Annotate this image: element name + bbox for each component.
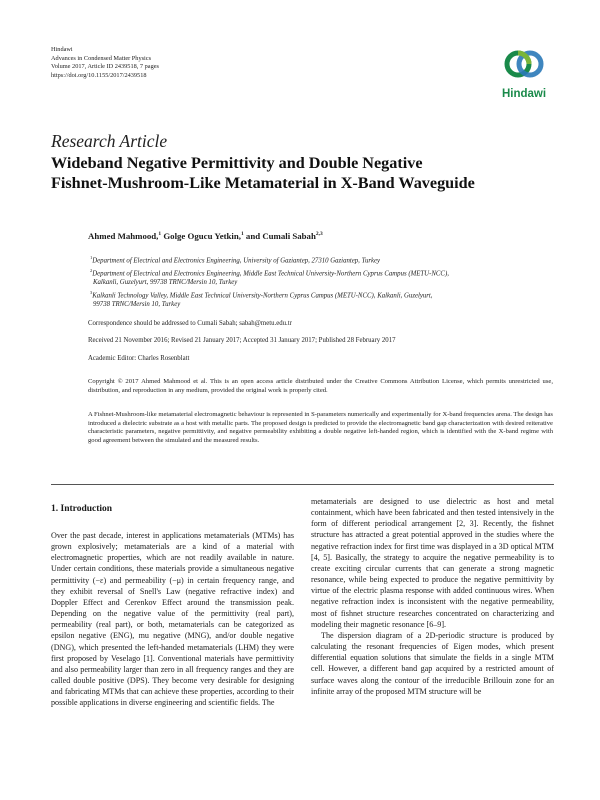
copyright-notice: Copyright © 2017 Ahmed Mahmood et al. This is an open access article distributed under the Creative Commons Attribution License, which permits unrestricted use, distribution, and reproduction in any medium, provided the original work is properly cited. xyxy=(88,378,553,394)
affiliation-1-sup: 1 xyxy=(90,255,93,260)
author-2: Golge Ogucu Yetkin, xyxy=(161,231,241,241)
affiliation-3-line-2: 99738 TRNC/Mersin 10, Turkey xyxy=(93,301,181,309)
academic-editor: Academic Editor: Charles Rosenblatt xyxy=(88,355,190,362)
article-dates: Received 21 November 2016; Revised 21 January 2017; Accepted 31 January 2017; Published 28 February 2017 xyxy=(88,337,396,344)
body-column-right xyxy=(311,496,554,697)
affiliation-3-line-1: Kalkanli Technology Valley, Middle East Technical University-Northern Cyprus Campus (METU-NCC), Kalkanli, Guzelyurt, xyxy=(92,292,433,300)
affiliation-2-line-2: Kalkanli, Guzelyurt, 99738 TRNC/Mersin 10, Turkey xyxy=(93,279,238,287)
affiliation-2-line-1: Department of Electrical and Electronics Engineering, Middle East Technical University-Northern Cyprus Campus (METU-NCC), xyxy=(92,269,449,277)
paragraph: Over the past decade, interest in applications metamaterials (MTMs) has grown explosively; metamaterials are a kind of a material with electromagnetic properties, which are not readily available in nature. Under certain conditions, these materials provide a simultaneous negative permittivity (−ε) and permeability (−μ) in certain frequency range, and they exhibit reversal of Snell's Law (negative refractive index) and Doppler Effect and Cerenkov Effect around the transmission peak. Depending on the negative value of the permittivity (real part), permeability (real part), or both, metamaterials can be categorized as epsilon negative (ENG), mu negative (MNG), and/or double negative (DNG), which presented the left-handed metamaterials (LHM) they were first proposed by Veselago [1]. Conventional materials have permittivity and also permeability larger than zero in all frequency ranges and they are called double positive (DPS). They become very desirable for designing and fabricating MTMs that can achieve these properties, according to their possible applications in diverse engineering and scientific fields. The xyxy=(51,531,294,708)
author-3: and Cumali Sabah xyxy=(243,231,316,241)
affiliations xyxy=(88,253,558,310)
body-column-left xyxy=(51,530,294,709)
title-line-1: Wideband Negative Permittivity and Double Negative xyxy=(51,154,423,172)
affiliation-3 xyxy=(88,288,558,310)
journal-info xyxy=(51,46,159,80)
hindawi-logo-text: Hindawi xyxy=(501,88,547,100)
journal-name: Advances in Condensed Matter Physics xyxy=(51,54,152,62)
paragraph: metamaterials are designed to use dielectric as host and metal containment, which have been fabricated and then tested intensively in the form of different periodical arrangement [2, 3]. Recently, the fishnet structure has attracted a great potential approved in the studies where the negative refraction index for first time was displayed in a 3D optical MTM [4, 5]. Basically, the strategy to acquire the negative permeability is to create exciting circular currents that can generate a strong magnetic resonance, while being expected to produce the negative permittivity by virtue of the electric plasma response with added continuous wires. When negative refraction index is inconsistent with the negative permeability, most of fishnet structure researches concentrated on characterizing and modeling their magnetic resonance [6–9]. xyxy=(311,497,554,629)
affiliation-1-text: Department of Electrical and Electronics Engineering, University of Gaziantep, 27310 Gaziantep, Turkey xyxy=(92,257,381,265)
volume-info: Volume 2017, Article ID 2439518, 7 pages xyxy=(51,63,159,71)
doi-link[interactable]: https://doi.org/10.1155/2017/2439518 xyxy=(51,71,147,79)
abstract: A Fishnet-Mushroom-like metamaterial electromagnetic behaviour is represented in S-parameters numerically and experimentally for X-band frequencies arena. The design has introduced a dielectric substrate as a host with metallic parts. The proposed design is predicted to provide the electromagnetic band gap characterization with desired reiterative characteristic parameters, negative permittivity, and negative permeability exhibiting a double negative left-handed region, which is identified with the X-band regime with good agreement between the simulated and the measured results. xyxy=(88,411,553,445)
affiliation-2-sup: 2 xyxy=(90,267,93,273)
author-1-sup: 1 xyxy=(158,231,162,238)
affiliation-2 xyxy=(88,266,558,288)
author-2-sup: 1 xyxy=(240,231,244,238)
article-title xyxy=(51,154,551,193)
title-line-2: Fishnet-Mushroom-Like Metamaterial in X-Band Waveguide xyxy=(51,173,475,192)
section-divider xyxy=(51,484,554,485)
article-type: Research Article xyxy=(51,131,168,151)
author-list xyxy=(88,231,323,241)
correspondence: Correspondence should be addressed to Cumali Sabah; sabah@metu.edu.tr xyxy=(88,320,292,327)
publisher-name: Hindawi xyxy=(51,46,73,53)
author-3-sup: 2,3 xyxy=(315,231,323,238)
author-1: Ahmed Mahmood, xyxy=(88,231,159,241)
affiliation-1 xyxy=(88,253,558,266)
affiliation-3-sup: 3 xyxy=(90,289,93,295)
paragraph: The dispersion diagram of a 2D-periodic structure is produced by calculating the resonant frequencies of Eigen modes, which present differential equation solutions that simulate the fields in a single MTM cell. However, a different band gap acquired by a restricted amount of surface waves along the contour of the irreducible Brillouin zone for an infinite array of the proposed MTM structure will be xyxy=(311,630,554,696)
section-heading: 1. Introduction xyxy=(51,504,113,514)
